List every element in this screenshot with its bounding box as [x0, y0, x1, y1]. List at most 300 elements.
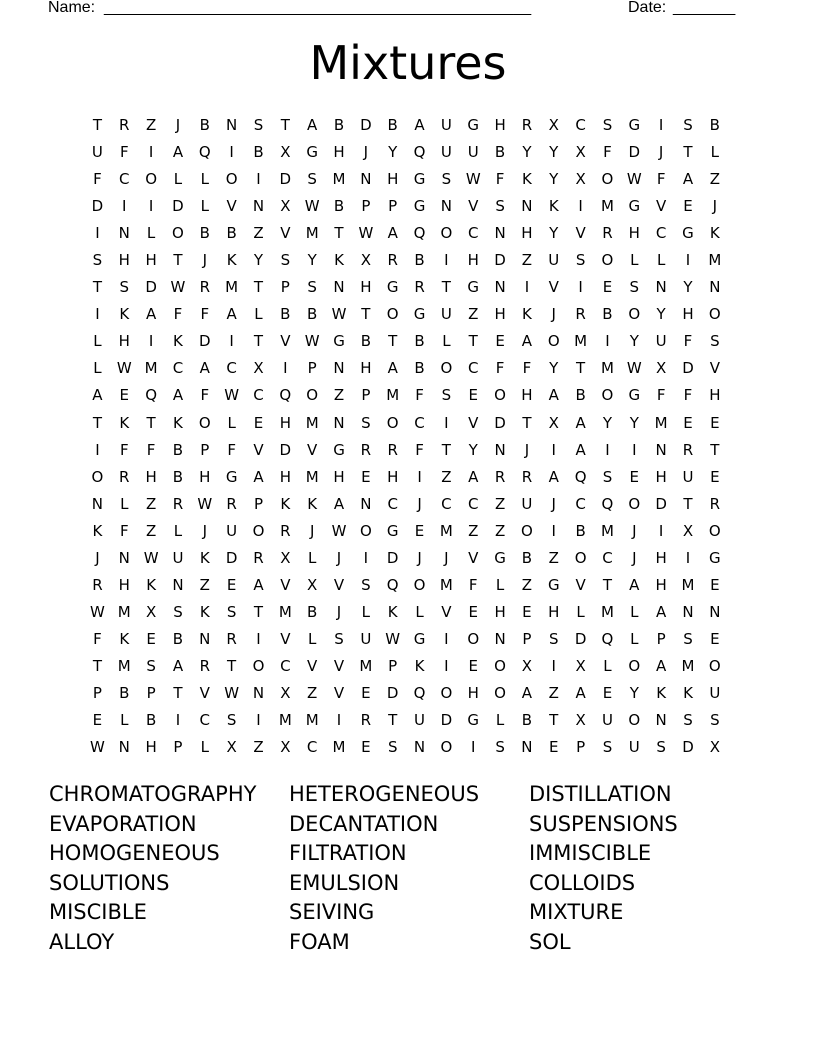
- grid-letter[interactable]: T: [388, 332, 398, 351]
- grid-letter[interactable]: X: [280, 197, 291, 216]
- grid-letter[interactable]: V: [468, 197, 479, 216]
- grid-letter[interactable]: R: [494, 467, 506, 486]
- grid-letter[interactable]: F: [468, 575, 478, 594]
- grid-letter[interactable]: O: [440, 738, 453, 757]
- grid-letter[interactable]: D: [682, 359, 694, 378]
- grid-letter[interactable]: B: [602, 305, 613, 324]
- grid-letter[interactable]: X: [280, 683, 291, 702]
- grid-letter[interactable]: M: [305, 224, 319, 243]
- grid-letter[interactable]: C: [306, 738, 318, 757]
- grid-letter[interactable]: V: [333, 575, 345, 594]
- grid-letter[interactable]: Y: [629, 332, 639, 351]
- grid-letter[interactable]: H: [145, 467, 157, 486]
- grid-letter[interactable]: K: [226, 251, 237, 270]
- grid-letter[interactable]: Y: [629, 413, 639, 432]
- grid-letter[interactable]: Z: [333, 386, 345, 405]
- grid-letter[interactable]: D: [360, 116, 372, 134]
- grid-letter[interactable]: R: [575, 305, 586, 324]
- grid-letter[interactable]: J: [551, 494, 556, 513]
- grid-letter[interactable]: O: [252, 521, 265, 540]
- grid-letter[interactable]: S: [495, 738, 505, 757]
- grid-letter[interactable]: L: [93, 332, 102, 351]
- grid-letter[interactable]: A: [226, 305, 237, 324]
- grid-letter[interactable]: B: [575, 521, 586, 540]
- grid-letter[interactable]: G: [628, 116, 641, 134]
- grid-letter[interactable]: J: [202, 251, 208, 270]
- grid-letter[interactable]: H: [387, 170, 399, 189]
- grid-letter[interactable]: O: [386, 305, 399, 324]
- grid-letter[interactable]: V: [307, 656, 318, 675]
- grid-letter[interactable]: E: [468, 602, 478, 621]
- grid-letter[interactable]: J: [712, 197, 718, 216]
- grid-letter[interactable]: E: [710, 467, 720, 486]
- grid-letter[interactable]: V: [280, 332, 291, 351]
- grid-letter[interactable]: T: [227, 656, 237, 675]
- grid-letter[interactable]: A: [253, 575, 264, 594]
- grid-letter[interactable]: E: [710, 413, 720, 432]
- grid-letter[interactable]: N: [199, 629, 211, 648]
- grid-letter[interactable]: A: [521, 683, 533, 702]
- grid-letter[interactable]: S: [683, 629, 693, 648]
- grid-letter[interactable]: S: [226, 602, 237, 621]
- grid-letter[interactable]: T: [280, 116, 290, 134]
- grid-letter[interactable]: N: [655, 711, 667, 730]
- grid-letter[interactable]: V: [333, 656, 345, 675]
- grid-letter[interactable]: J: [336, 602, 342, 621]
- grid-letter[interactable]: Y: [307, 251, 317, 270]
- grid-letter[interactable]: B: [307, 602, 318, 621]
- grid-letter[interactable]: S: [549, 629, 559, 648]
- grid-letter[interactable]: E: [602, 278, 613, 297]
- grid-letter[interactable]: K: [656, 683, 667, 702]
- grid-letter[interactable]: A: [253, 467, 264, 486]
- grid-letter[interactable]: W: [304, 197, 320, 216]
- grid-letter[interactable]: P: [280, 278, 290, 297]
- grid-letter[interactable]: P: [307, 359, 317, 378]
- grid-letter[interactable]: W: [626, 170, 642, 189]
- grid-letter[interactable]: S: [307, 278, 317, 297]
- grid-letter[interactable]: I: [658, 521, 664, 540]
- grid-letter[interactable]: Z: [199, 575, 210, 594]
- grid-letter[interactable]: L: [630, 251, 639, 270]
- grid-letter[interactable]: K: [280, 494, 291, 513]
- grid-letter[interactable]: G: [413, 197, 426, 216]
- grid-letter[interactable]: T: [710, 440, 720, 459]
- grid-letter[interactable]: U: [655, 332, 667, 351]
- grid-letter[interactable]: E: [602, 683, 613, 702]
- grid-letter[interactable]: A: [468, 467, 479, 486]
- grid-letter[interactable]: V: [253, 440, 264, 459]
- grid-letter[interactable]: E: [361, 683, 371, 702]
- grid-letter[interactable]: K: [307, 494, 318, 513]
- grid-letter[interactable]: T: [388, 711, 398, 730]
- grid-letter[interactable]: G: [306, 143, 318, 162]
- grid-letter[interactable]: Y: [253, 251, 264, 270]
- grid-letter[interactable]: P: [576, 738, 586, 757]
- grid-letter[interactable]: Q: [601, 494, 614, 513]
- grid-letter[interactable]: H: [360, 359, 372, 378]
- grid-letter[interactable]: H: [279, 467, 291, 486]
- grid-letter[interactable]: P: [361, 197, 371, 216]
- grid-letter[interactable]: O: [628, 494, 641, 513]
- grid-letter[interactable]: M: [600, 197, 614, 216]
- grid-letter[interactable]: M: [439, 521, 453, 540]
- grid-letter[interactable]: H: [682, 305, 694, 324]
- grid-letter[interactable]: S: [307, 170, 317, 189]
- grid-letter[interactable]: C: [467, 359, 479, 378]
- grid-letter[interactable]: N: [118, 548, 130, 567]
- grid-letter[interactable]: X: [521, 656, 533, 675]
- grid-letter[interactable]: A: [414, 116, 425, 134]
- grid-letter[interactable]: T: [683, 494, 693, 513]
- grid-letter[interactable]: E: [629, 467, 640, 486]
- grid-letter[interactable]: H: [333, 467, 345, 486]
- grid-letter[interactable]: L: [200, 197, 209, 216]
- grid-letter[interactable]: S: [226, 711, 237, 730]
- grid-letter[interactable]: F: [227, 440, 236, 459]
- grid-letter[interactable]: B: [199, 224, 210, 243]
- grid-letter[interactable]: S: [361, 413, 371, 432]
- grid-letter[interactable]: R: [387, 251, 398, 270]
- grid-letter[interactable]: I: [605, 332, 610, 351]
- grid-letter[interactable]: O: [359, 521, 372, 540]
- grid-letter[interactable]: S: [683, 116, 693, 134]
- grid-letter[interactable]: C: [575, 494, 586, 513]
- grid-letter[interactable]: B: [521, 711, 533, 730]
- grid-letter[interactable]: W: [304, 332, 320, 351]
- grid-letter[interactable]: X: [253, 359, 264, 378]
- grid-letter[interactable]: Z: [253, 224, 264, 243]
- grid-letter[interactable]: O: [494, 386, 506, 405]
- grid-letter[interactable]: O: [628, 711, 641, 730]
- grid-letter[interactable]: V: [548, 278, 559, 297]
- grid-letter[interactable]: G: [467, 278, 480, 297]
- grid-letter[interactable]: S: [602, 738, 613, 757]
- grid-letter[interactable]: N: [172, 575, 184, 594]
- grid-letter[interactable]: S: [280, 251, 291, 270]
- grid-letter[interactable]: B: [414, 332, 425, 351]
- grid-letter[interactable]: T: [92, 116, 102, 134]
- grid-letter[interactable]: Z: [468, 521, 479, 540]
- grid-letter[interactable]: M: [574, 332, 588, 351]
- grid-letter[interactable]: B: [333, 197, 345, 216]
- grid-letter[interactable]: K: [119, 629, 130, 648]
- grid-letter[interactable]: K: [522, 305, 532, 324]
- grid-letter[interactable]: D: [494, 251, 506, 270]
- grid-letter[interactable]: K: [173, 332, 183, 351]
- grid-letter[interactable]: G: [547, 575, 560, 594]
- grid-letter[interactable]: X: [360, 251, 371, 270]
- grid-letter[interactable]: Z: [145, 494, 157, 513]
- grid-letter[interactable]: W: [331, 305, 347, 324]
- grid-letter[interactable]: J: [309, 521, 315, 540]
- grid-letter[interactable]: W: [626, 359, 642, 378]
- grid-letter[interactable]: X: [280, 548, 291, 567]
- grid-letter[interactable]: W: [143, 548, 159, 567]
- grid-letter[interactable]: W: [465, 170, 481, 189]
- grid-letter[interactable]: D: [682, 738, 694, 757]
- grid-letter[interactable]: W: [358, 224, 374, 243]
- grid-letter[interactable]: J: [551, 305, 556, 324]
- grid-letter[interactable]: S: [441, 386, 452, 405]
- grid-letter[interactable]: T: [522, 413, 532, 432]
- grid-letter[interactable]: E: [361, 738, 371, 757]
- grid-letter[interactable]: X: [575, 143, 586, 162]
- grid-letter[interactable]: H: [494, 305, 506, 324]
- grid-letter[interactable]: F: [119, 440, 129, 459]
- grid-letter[interactable]: I: [685, 251, 691, 270]
- grid-letter[interactable]: L: [93, 359, 102, 378]
- grid-letter[interactable]: H: [709, 386, 721, 405]
- grid-letter[interactable]: C: [387, 494, 398, 513]
- grid-letter[interactable]: I: [95, 305, 100, 324]
- grid-letter[interactable]: O: [601, 386, 614, 405]
- grid-letter[interactable]: N: [333, 413, 345, 432]
- grid-letter[interactable]: P: [388, 197, 398, 216]
- grid-letter[interactable]: G: [386, 521, 399, 540]
- grid-letter[interactable]: L: [710, 143, 719, 162]
- grid-letter[interactable]: I: [148, 143, 154, 162]
- grid-letter[interactable]: V: [441, 602, 452, 621]
- grid-letter[interactable]: T: [253, 332, 264, 351]
- grid-letter[interactable]: R: [226, 629, 237, 648]
- grid-letter[interactable]: M: [278, 711, 292, 730]
- grid-letter[interactable]: H: [387, 467, 399, 486]
- grid-letter[interactable]: Q: [413, 224, 426, 243]
- grid-letter[interactable]: O: [708, 521, 721, 540]
- grid-letter[interactable]: A: [333, 494, 345, 513]
- grid-letter[interactable]: B: [414, 251, 425, 270]
- grid-letter[interactable]: U: [682, 467, 694, 486]
- grid-letter[interactable]: M: [600, 359, 614, 378]
- grid-letter[interactable]: X: [280, 143, 291, 162]
- grid-letter[interactable]: I: [95, 224, 100, 243]
- grid-letter[interactable]: I: [578, 278, 583, 297]
- grid-letter[interactable]: Y: [468, 440, 478, 459]
- grid-letter[interactable]: H: [145, 738, 157, 757]
- grid-letter[interactable]: X: [656, 359, 667, 378]
- grid-letter[interactable]: Y: [549, 143, 559, 162]
- grid-letter[interactable]: W: [385, 629, 401, 648]
- grid-letter[interactable]: T: [146, 413, 156, 432]
- grid-letter[interactable]: M: [225, 278, 239, 297]
- grid-letter[interactable]: P: [388, 656, 398, 675]
- grid-letter[interactable]: I: [256, 170, 261, 189]
- grid-letter[interactable]: L: [146, 224, 156, 243]
- grid-letter[interactable]: R: [119, 467, 130, 486]
- grid-letter[interactable]: Y: [683, 278, 693, 297]
- grid-letter[interactable]: X: [226, 738, 237, 757]
- grid-letter[interactable]: Z: [521, 251, 533, 270]
- grid-letter[interactable]: F: [495, 170, 505, 189]
- grid-letter[interactable]: N: [494, 224, 506, 243]
- grid-letter[interactable]: Q: [198, 143, 211, 162]
- grid-letter[interactable]: Y: [549, 224, 559, 243]
- grid-letter[interactable]: O: [708, 656, 721, 675]
- grid-letter[interactable]: E: [468, 656, 478, 675]
- grid-letter[interactable]: F: [93, 170, 102, 189]
- grid-letter[interactable]: R: [360, 711, 372, 730]
- grid-letter[interactable]: Q: [279, 386, 292, 405]
- grid-letter[interactable]: D: [199, 332, 211, 351]
- grid-letter[interactable]: H: [628, 224, 640, 243]
- grid-letter[interactable]: V: [333, 683, 345, 702]
- grid-letter[interactable]: Q: [413, 143, 426, 162]
- grid-letter[interactable]: R: [226, 494, 237, 513]
- grid-letter[interactable]: G: [333, 440, 345, 459]
- grid-letter[interactable]: F: [200, 305, 210, 324]
- grid-letter[interactable]: V: [575, 224, 586, 243]
- grid-letter[interactable]: A: [172, 656, 184, 675]
- grid-letter[interactable]: V: [656, 197, 667, 216]
- grid-letter[interactable]: V: [468, 548, 479, 567]
- grid-letter[interactable]: O: [198, 413, 211, 432]
- grid-letter[interactable]: J: [658, 143, 664, 162]
- grid-letter[interactable]: C: [253, 386, 264, 405]
- grid-letter[interactable]: D: [494, 413, 506, 432]
- grid-letter[interactable]: E: [226, 575, 237, 594]
- grid-letter[interactable]: O: [145, 170, 158, 189]
- grid-letter[interactable]: M: [708, 251, 722, 270]
- grid-letter[interactable]: N: [413, 738, 426, 757]
- grid-letter[interactable]: D: [574, 629, 587, 648]
- grid-letter[interactable]: N: [333, 278, 345, 297]
- grid-letter[interactable]: K: [146, 575, 157, 594]
- grid-letter[interactable]: O: [225, 170, 238, 189]
- grid-letter[interactable]: S: [334, 629, 344, 648]
- grid-letter[interactable]: R: [682, 440, 694, 459]
- grid-letter[interactable]: K: [119, 413, 130, 432]
- grid-letter[interactable]: M: [386, 386, 400, 405]
- grid-letter[interactable]: H: [467, 251, 479, 270]
- grid-letter[interactable]: O: [708, 305, 721, 324]
- grid-letter[interactable]: N: [655, 440, 667, 459]
- grid-letter[interactable]: I: [336, 711, 342, 730]
- grid-letter[interactable]: W: [90, 738, 105, 757]
- grid-letter[interactable]: O: [494, 683, 506, 702]
- grid-letter[interactable]: J: [524, 440, 530, 459]
- grid-letter[interactable]: S: [575, 251, 586, 270]
- grid-letter[interactable]: I: [658, 116, 664, 134]
- grid-letter[interactable]: D: [91, 197, 104, 216]
- grid-letter[interactable]: I: [605, 440, 610, 459]
- grid-letter[interactable]: M: [144, 359, 158, 378]
- grid-letter[interactable]: D: [279, 170, 292, 189]
- grid-letter[interactable]: X: [548, 413, 559, 432]
- grid-letter[interactable]: G: [494, 548, 506, 567]
- grid-letter[interactable]: F: [683, 386, 693, 405]
- grid-letter[interactable]: M: [117, 656, 131, 675]
- grid-letter[interactable]: T: [253, 278, 264, 297]
- grid-letter[interactable]: N: [709, 602, 721, 621]
- grid-letter[interactable]: O: [521, 521, 533, 540]
- grid-letter[interactable]: L: [576, 602, 585, 621]
- grid-letter[interactable]: N: [440, 197, 452, 216]
- grid-letter[interactable]: G: [709, 548, 721, 567]
- grid-letter[interactable]: C: [441, 494, 452, 513]
- grid-letter[interactable]: U: [440, 116, 452, 134]
- grid-letter[interactable]: Q: [413, 683, 426, 702]
- grid-letter[interactable]: H: [655, 575, 667, 594]
- grid-letter[interactable]: W: [224, 386, 240, 405]
- grid-letter[interactable]: W: [90, 602, 105, 621]
- grid-letter[interactable]: D: [279, 440, 292, 459]
- grid-letter[interactable]: P: [146, 683, 156, 702]
- grid-letter[interactable]: S: [495, 197, 505, 216]
- grid-letter[interactable]: B: [199, 116, 210, 134]
- grid-letter[interactable]: L: [200, 170, 209, 189]
- grid-letter[interactable]: N: [360, 170, 372, 189]
- grid-letter[interactable]: N: [252, 683, 265, 702]
- grid-letter[interactable]: N: [682, 602, 694, 621]
- grid-letter[interactable]: U: [360, 629, 372, 648]
- grid-letter[interactable]: H: [333, 143, 345, 162]
- grid-letter[interactable]: J: [632, 521, 637, 540]
- grid-letter[interactable]: N: [333, 359, 345, 378]
- grid-letter[interactable]: W: [197, 494, 213, 513]
- grid-letter[interactable]: C: [602, 548, 613, 567]
- grid-letter[interactable]: T: [173, 251, 183, 270]
- grid-letter[interactable]: C: [280, 656, 291, 675]
- grid-letter[interactable]: A: [575, 440, 586, 459]
- grid-letter[interactable]: U: [628, 738, 640, 757]
- grid-letter[interactable]: R: [253, 548, 264, 567]
- grid-letter[interactable]: I: [632, 440, 637, 459]
- grid-letter[interactable]: K: [199, 548, 210, 567]
- grid-letter[interactable]: K: [173, 413, 183, 432]
- grid-letter[interactable]: F: [656, 386, 666, 405]
- grid-letter[interactable]: R: [602, 224, 613, 243]
- grid-letter[interactable]: Y: [522, 143, 532, 162]
- grid-letter[interactable]: A: [629, 575, 640, 594]
- grid-letter[interactable]: H: [521, 224, 533, 243]
- grid-letter[interactable]: N: [709, 278, 721, 297]
- grid-letter[interactable]: U: [521, 494, 533, 513]
- grid-letter[interactable]: B: [172, 440, 184, 459]
- grid-letter[interactable]: S: [119, 278, 130, 297]
- grid-letter[interactable]: J: [417, 494, 422, 513]
- date-field[interactable]: _______: [673, 0, 736, 16]
- grid-letter[interactable]: F: [603, 143, 612, 162]
- grid-letter[interactable]: U: [172, 548, 184, 567]
- grid-letter[interactable]: P: [253, 494, 263, 513]
- grid-letter[interactable]: N: [494, 629, 506, 648]
- grid-letter[interactable]: J: [175, 116, 181, 134]
- grid-letter[interactable]: D: [172, 197, 184, 216]
- grid-letter[interactable]: R: [387, 440, 398, 459]
- grid-letter[interactable]: D: [386, 548, 399, 567]
- grid-letter[interactable]: E: [495, 332, 505, 351]
- grid-letter[interactable]: I: [229, 143, 234, 162]
- grid-letter[interactable]: C: [172, 359, 184, 378]
- grid-letter[interactable]: J: [363, 143, 369, 162]
- grid-letter[interactable]: B: [333, 116, 345, 134]
- grid-letter[interactable]: Z: [548, 548, 559, 567]
- grid-letter[interactable]: O: [172, 224, 184, 243]
- grid-letter[interactable]: Y: [629, 683, 639, 702]
- grid-letter[interactable]: X: [575, 656, 586, 675]
- grid-letter[interactable]: A: [172, 386, 184, 405]
- grid-letter[interactable]: G: [467, 116, 480, 134]
- grid-letter[interactable]: U: [414, 711, 426, 730]
- grid-letter[interactable]: R: [414, 278, 425, 297]
- grid-letter[interactable]: D: [225, 548, 238, 567]
- grid-letter[interactable]: L: [173, 170, 183, 189]
- grid-letter[interactable]: O: [413, 575, 426, 594]
- grid-letter[interactable]: S: [441, 170, 452, 189]
- grid-letter[interactable]: B: [307, 305, 318, 324]
- grid-letter[interactable]: Z: [468, 305, 479, 324]
